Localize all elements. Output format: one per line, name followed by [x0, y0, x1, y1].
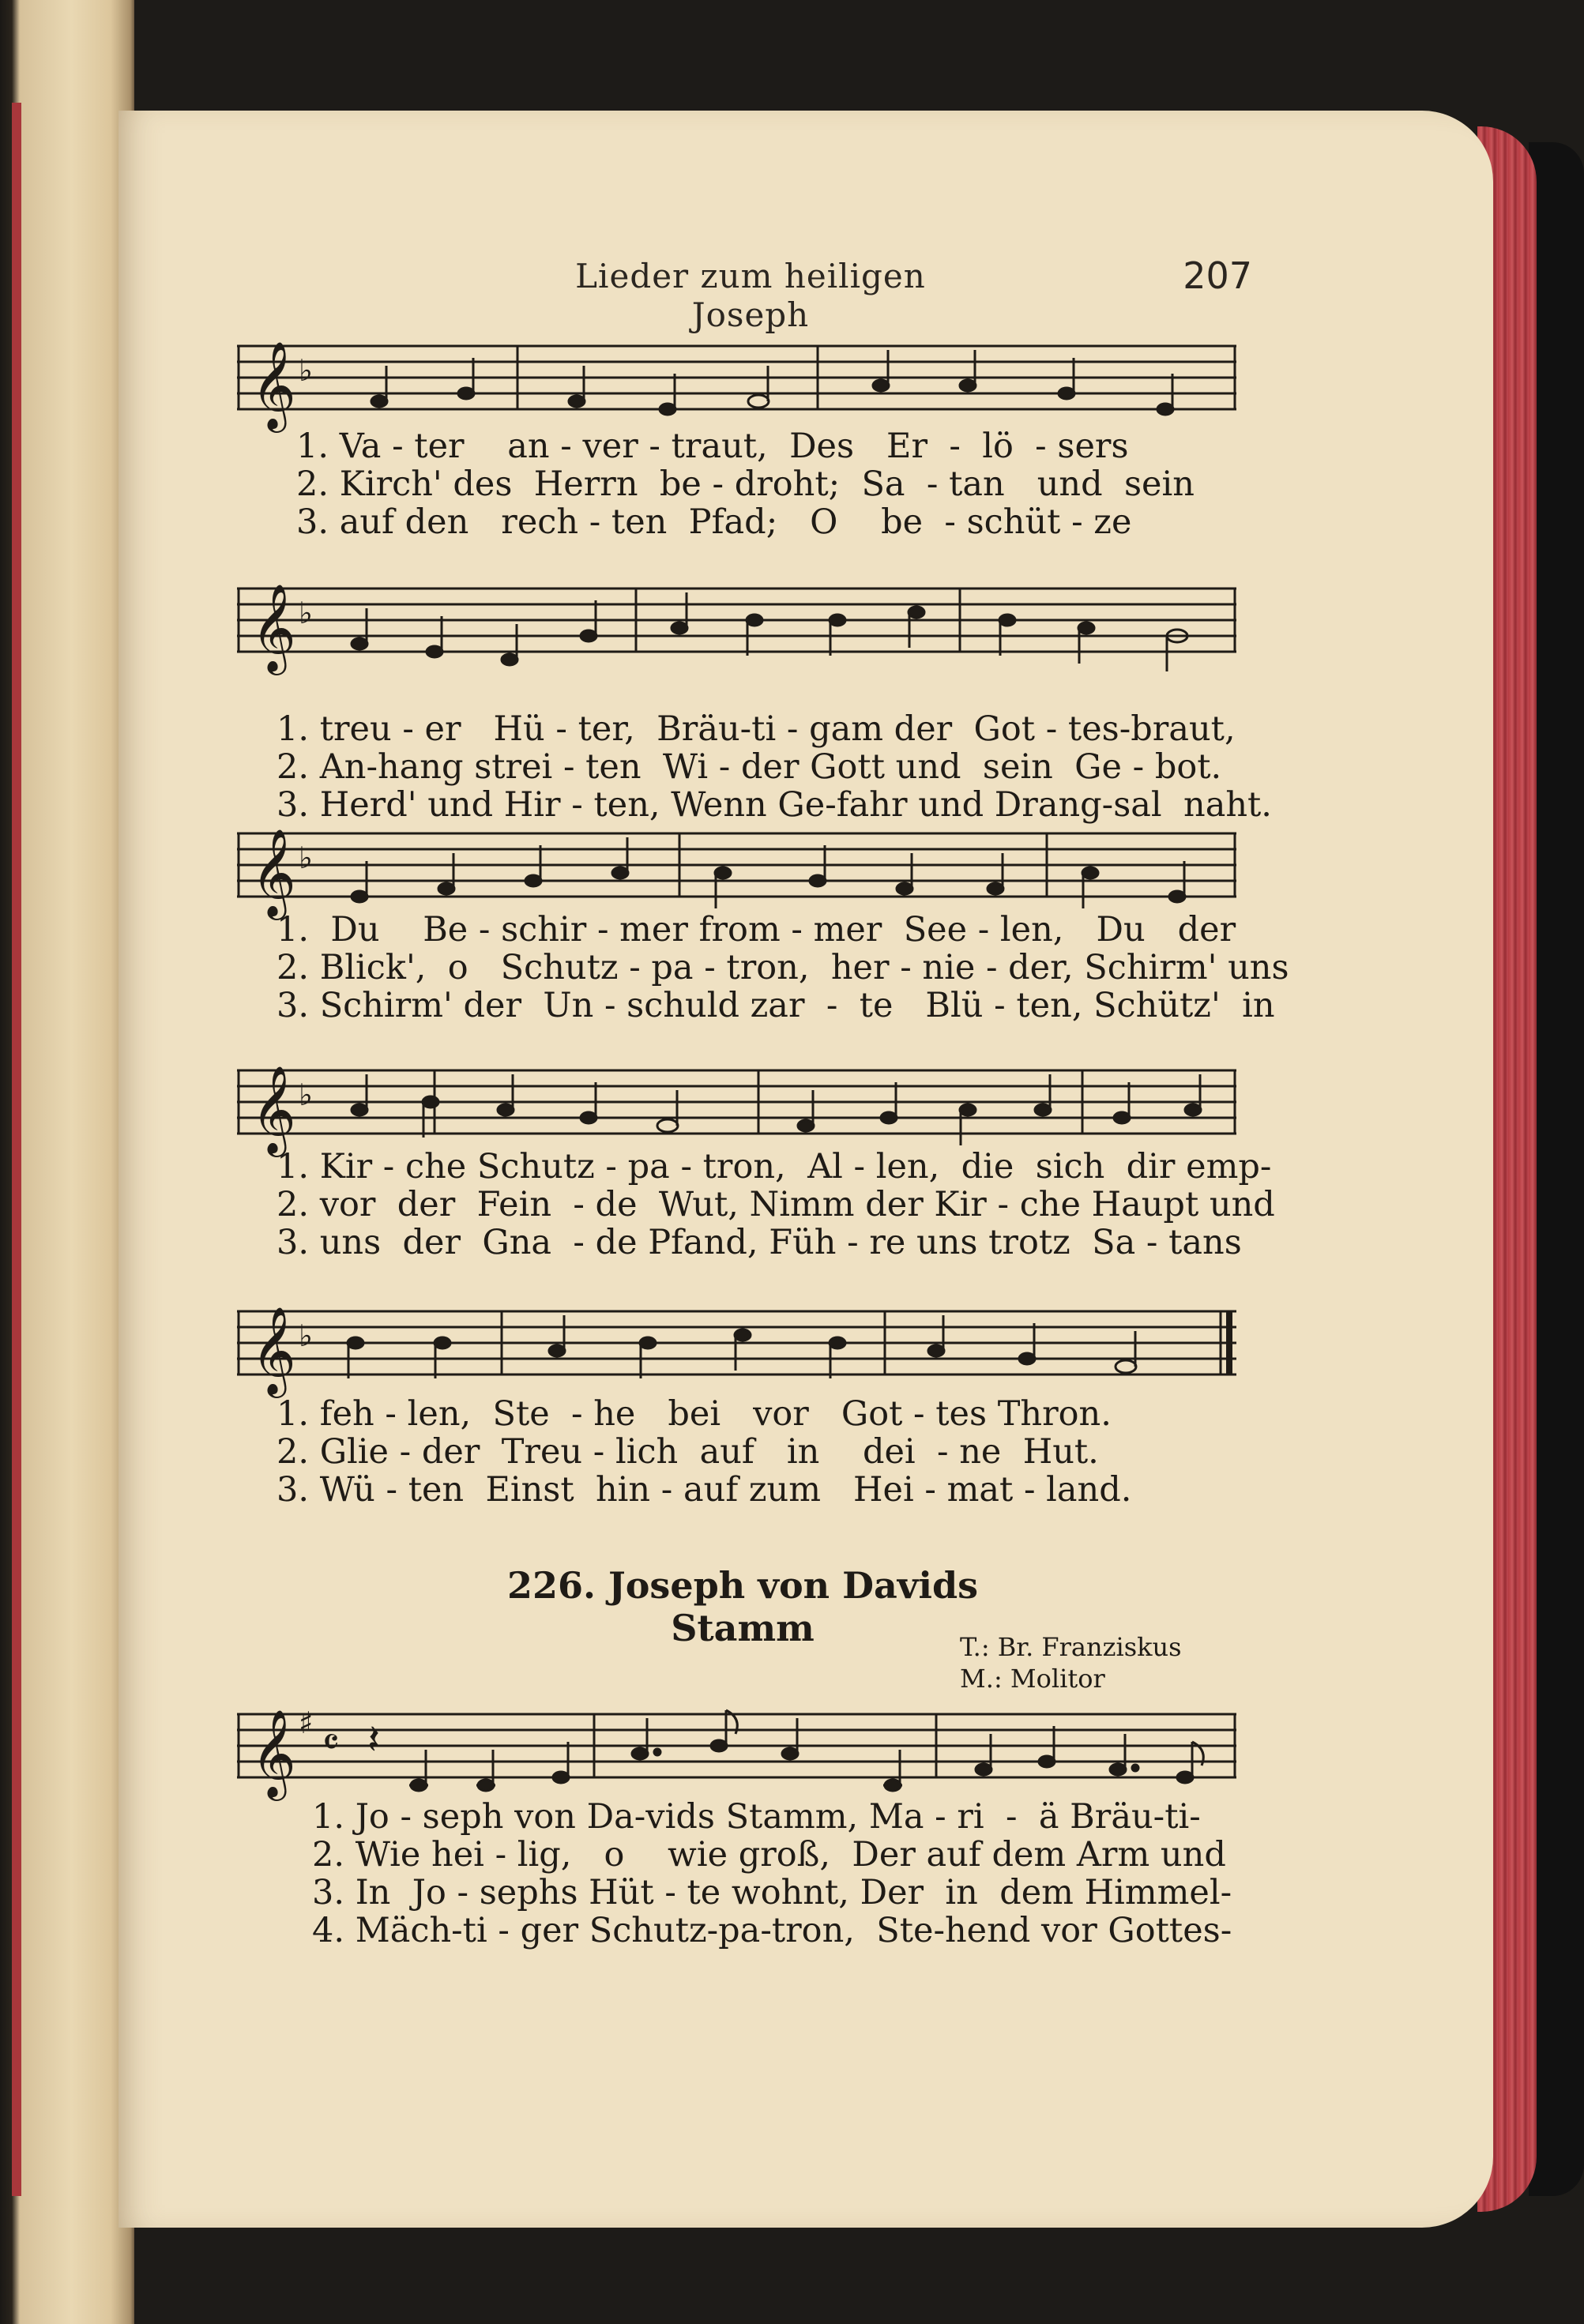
page-number: 207	[1183, 254, 1252, 297]
lyric-line: 1. Du Be - schir - mer from - mer See - len, Du der	[277, 910, 1236, 950]
music-staff-6	[237, 1698, 1236, 1809]
svg-text:𝄞: 𝄞	[251, 828, 296, 916]
lyric-line: 3. Schirm' der Un - schuld zar - te Blü - ten, Schütz' in	[277, 986, 1275, 1025]
music-staff-2	[237, 581, 1236, 675]
svg-text:𝄞: 𝄞	[251, 340, 296, 429]
lyric-line: 1. Va - ter an - ver - traut, Des Er - lö - sers	[296, 427, 1129, 466]
lyric-line: 4. Mäch-ti - ger Schutz-pa-tron, Ste-hend vor Gottes-	[312, 1911, 1232, 1950]
svg-text:♭: ♭	[299, 1077, 313, 1112]
svg-text:𝄞: 𝄞	[251, 583, 296, 671]
lyric-line: 1. Kir - che Schutz - pa - tron, Al - len, die sich dir emp-	[277, 1147, 1272, 1186]
lyric-line: 3. uns der Gna - de Pfand, Füh - re uns trotz Sa - tans	[277, 1223, 1242, 1262]
hymn-title: 226. Joseph von Davids Stamm	[506, 1564, 979, 1649]
lyric-line: 2. vor der Fein - de Wut, Nimm der Kir - che Haupt und	[277, 1185, 1275, 1224]
lyric-line: 1. feh - len, Ste - he bei vor Got - tes Thron.	[277, 1394, 1112, 1434]
lyric-line: 2. An-hang strei - ten Wi - der Gott und sein Ge - bot.	[277, 747, 1222, 787]
lyric-line: 2. Kirch' des Herrn be - droht; Sa - tan und sein	[296, 464, 1195, 504]
left-page-red-edge	[12, 103, 21, 2196]
lyric-line: 3. In Jo - sephs Hüt - te wohnt, Der in dem Himmel-	[312, 1873, 1232, 1912]
music-staff-1	[237, 338, 1236, 433]
svg-text:𝄞: 𝄞	[251, 1065, 296, 1153]
melody-credit: M.: Molitor	[960, 1664, 1105, 1694]
svg-text:𝄽: 𝄽	[367, 1717, 380, 1764]
music-staff-3	[237, 825, 1236, 920]
lyric-line: 2. Glie - der Treu - lich auf in dei - ne Hut.	[277, 1432, 1099, 1472]
lyric-line: 3. auf den rech - ten Pfad; O be - schüt - ze	[296, 502, 1132, 542]
music-staff-4	[237, 1062, 1236, 1157]
svg-text:𝄴: 𝄴	[322, 1720, 340, 1765]
svg-text:♭: ♭	[299, 596, 313, 630]
lyric-line: 3. Herd' und Hir - ten, Wenn Ge-fahr und Drang-sal naht.	[277, 785, 1272, 825]
text-credit: T.: Br. Franziskus	[960, 1632, 1182, 1662]
lyric-line: 2. Blick', o Schutz - pa - tron, her - nie - der, Schirm' uns	[277, 948, 1289, 987]
svg-text:♭: ♭	[299, 1318, 313, 1353]
hymn-credits	[960, 1631, 1244, 1694]
lyric-line: 1. Jo - seph von Da-vids Stamm, Ma - ri - ä Bräu-ti-	[312, 1797, 1201, 1837]
book-cover	[1529, 142, 1584, 2196]
svg-text:♭: ♭	[299, 840, 313, 875]
svg-text:♯: ♯	[299, 1705, 314, 1740]
lyric-line: 1. treu - er Hü - ter, Bräu-ti - gam der Got - tes-braut,	[277, 709, 1236, 749]
lyric-line: 3. Wü - ten Einst hin - auf zum Hei - mat - land.	[277, 1470, 1132, 1510]
svg-text:𝄞: 𝄞	[251, 1306, 296, 1394]
svg-text:𝄞: 𝄞	[251, 1709, 296, 1797]
music-staff-5	[237, 1303, 1236, 1398]
svg-text:♭: ♭	[299, 353, 313, 388]
lyric-line: 2. Wie hei - lig, o wie groß, Der auf dem Arm und	[312, 1835, 1226, 1875]
running-title: Lieder zum heiligen Joseph	[575, 257, 926, 334]
